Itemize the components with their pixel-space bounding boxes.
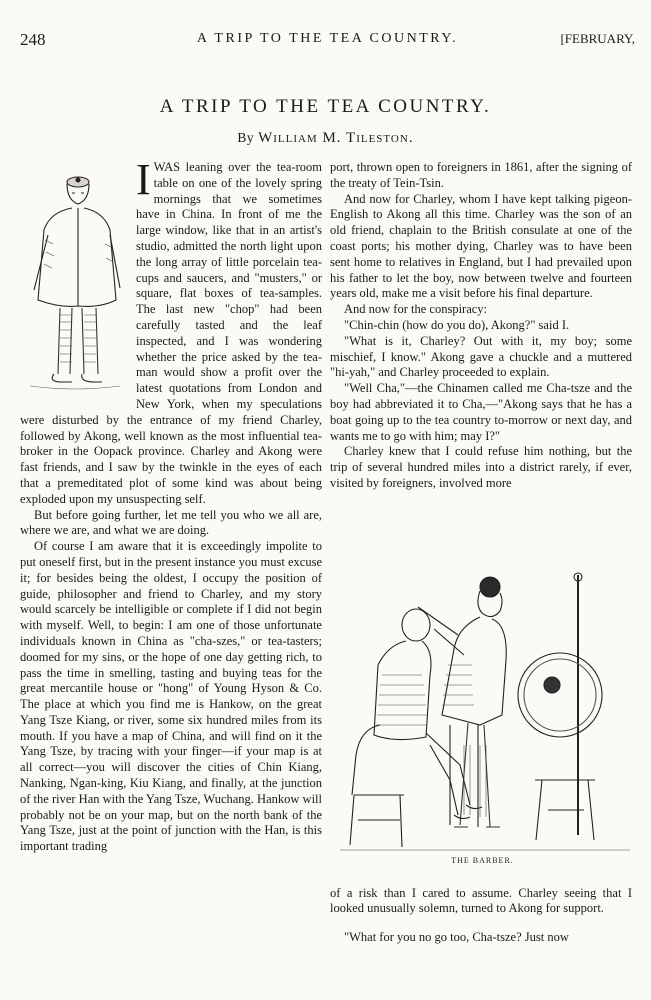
paragraph-opening: WAS leaning over the tea-room table on one of the lovely spring mornings that we sometimes have in China. In front of me the large window, like that in an artist's studio, admitted the north light upon the long array of little porcelain tea-cups and saucers, and "musters," or square, flat boxes of tea-samples. The last new "chop" had been carefully tasted and the leaf inspected, and I was wondering whether the price asked by the tea-man would show a profit over the latest quotations from London and New York, when my speculations were disturbed by the entrance of my friend Charley, followed by Akong, well known as the most influential tea-broker in the Oopack province. Charley and Akong were fast friends, and I saw by the twinkle in the eyes of each that a premeditated plot of some kind was about being exploded upon my unsuspecting self. bbox=[20, 160, 322, 506]
paragraph-chin-chin: "Chin-chin (how do you do), Akong?" said I. bbox=[344, 317, 570, 332]
issue-month: [FEBRUARY, bbox=[560, 31, 635, 46]
paragraph-port: port, thrown open to foreigners in 1861, after the signing of the treaty of Tein-Tsin. bbox=[330, 160, 632, 190]
byline bbox=[0, 130, 651, 147]
running-header bbox=[20, 30, 635, 50]
paragraph-risk: of a risk than I cared to assume. Charley seeing that I looked unusually solemn, turned to Akong for support. bbox=[330, 885, 632, 916]
running-title: A TRIP TO THE TEA COUNTRY. bbox=[196, 31, 459, 46]
page-number: 248 bbox=[20, 30, 46, 49]
paragraph-well-cha: "Well Cha,"—the Chinamen called me Cha-tsze and the boy had abbreviated it to Cha,—"Akong says that he has a boat going up to the tea country to-morrow or next day, and wants me to go with him; may I?" bbox=[330, 381, 632, 443]
barber-illustration bbox=[330, 565, 635, 865]
paragraph-refuse: Charley knew that I could refuse him nothing, but the trip of several hundred miles into a district rarely, if ever, visited by foreigners, involved more bbox=[330, 444, 632, 490]
figure-caption: THE BARBER. bbox=[451, 856, 514, 865]
paragraph-intro: But before going further, let me tell you who we all are, where we are, and what we are doing. bbox=[20, 507, 322, 538]
article-title: A TRIP TO THE TEA COUNTRY. bbox=[159, 96, 492, 117]
boy-illustration bbox=[20, 160, 130, 400]
right-column bbox=[330, 160, 632, 492]
drop-cap: I bbox=[136, 155, 151, 204]
paragraph-narrator: Of course I am aware that it is exceedingly impolite to put oneself first, but in the present instance you must excuse it; for besides being the oldest, I occupy the position of guide, philosopher and friend to Charley, and my story would scarcely be intelligible or complete if I did not begin with myself. Well, to begin: I am one of those unfortunate individuals known in China as "cha-szes," or tea-tasters; doomed for my sins, or the hope of one day getting rich, to pass the time in smelling, tasting and buying teas for the great mercantile house or "hong" of Young Hyson & Co. The place at which you find me is Hankow, on the great Yang Tsze Kiang, or river, some six hundred miles from its mouth. If you have a map of China, and will find on it the Yang Tsze, by tracing with your finger—if your map is at all correct—you will discover the cities of Chin Kiang, Nanking, Ngan-king, Kiu Kiang, and finally, at the junction of the river Han with the Yang Tsze, Wuchang. Hankow will probably not be on your map, but on the north bank of the Yang Tsze, just at the point of junction with the Han, is this important trading bbox=[20, 539, 322, 854]
paragraph-what-for: "What for you no go too, Cha-tsze? Just now bbox=[344, 929, 569, 944]
paragraph-charley: And now for Charley, whom I have kept talking pigeon-English to Akong all this time. Charley was the son of an old friend, chaplain to the British consulate at one of the coast ports; his mother dying, Charley was to have been sent home to relatives in England, but I had prevailed upon his father to let the boy, now between twelve and fourteen years old, make me a visit before his final departure. bbox=[330, 191, 632, 301]
paragraph-conspiracy: And now for the conspiracy: bbox=[344, 302, 488, 317]
byline-prefix: By bbox=[237, 130, 255, 145]
author-name: William M. Tileston. bbox=[258, 130, 414, 146]
left-column bbox=[20, 155, 322, 855]
bottom-right-text bbox=[330, 873, 632, 958]
paragraph-what-is-it: "What is it, Charley? Out with it, my boy; some mischief, I know." Akong gave a chuckle and a muttered "hi-yah," and Charley proceeded to explain. bbox=[330, 333, 632, 380]
